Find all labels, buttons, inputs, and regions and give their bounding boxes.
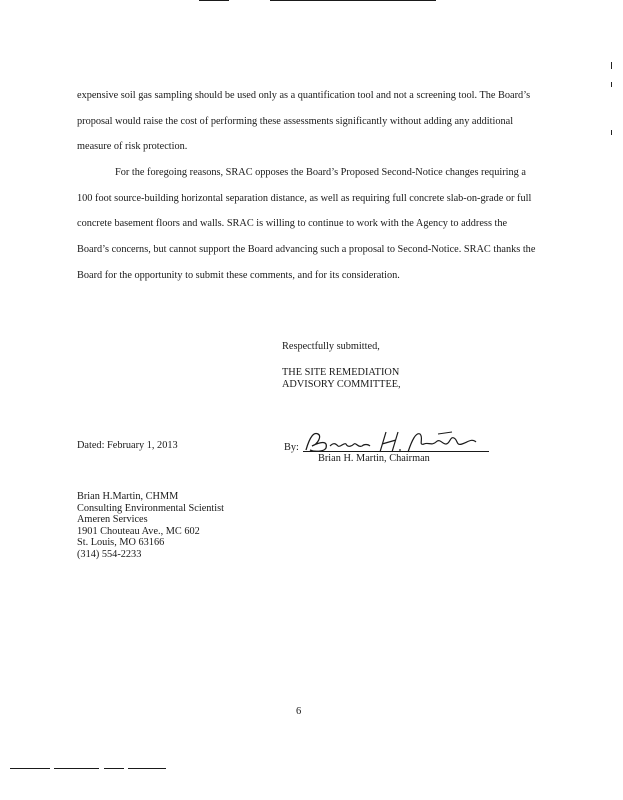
scan-artifact-bottom-4 [128, 768, 166, 769]
contact-phone: (314) 554-2233 [77, 548, 142, 560]
body-paragraph-2: For the foregoing reasons, SRAC opposes the Board’s Proposed Second-Notice changes requiring a 100 foot source-building horizontal separation distance, as well as requiring full concrete slab-on-grade or full concrete basement floors and walls. SRAC is willing to continue to work with the Agency to address the Board’s concerns, but cannot support the Board advancing such a proposal to Second-Notice. SRAC thanks the Board for the opportunity to submit these comments, and for its consideration. [77, 167, 536, 281]
scan-artifact-bottom-3 [104, 768, 124, 769]
contact-title: Consulting Environmental Scientist [77, 502, 225, 514]
page-number: 6 [296, 706, 302, 717]
signature-by-label: By: [284, 442, 299, 453]
body-paragraph-1: expensive soil gas sampling should be used only as a quantification tool and not a screening tool. The Board’s proposal would raise the cost of performing these assessments significantly without adding any additional measure of risk protection. [77, 90, 531, 153]
closing-salutation: Respectfully submitted, [282, 341, 380, 352]
signer-name-title: Brian H. Martin, Chairman [318, 453, 430, 464]
contact-name: Brian H.Martin, CHMM [77, 491, 179, 502]
scan-artifact-bottom-1 [10, 768, 50, 769]
contact-address-2: St. Louis, MO 63166 [77, 537, 165, 549]
contact-block [77, 491, 224, 561]
organization-line-2: ADVISORY COMMITTEE, [282, 379, 401, 390]
scan-artifact-right-edge-3 [611, 130, 612, 135]
signature-line [303, 451, 489, 452]
closing-block [282, 341, 401, 392]
scan-artifact-top-left [199, 0, 229, 1]
contact-address-1: 1901 Chouteau Ave., MC 602 [77, 525, 200, 537]
scan-artifact-right-edge-1 [611, 62, 612, 69]
contact-company: Ameren Services [77, 514, 148, 526]
scan-artifact-bottom-2 [54, 768, 99, 769]
scan-artifact-top-right [270, 0, 436, 1]
scan-artifact-right-edge-2 [611, 82, 612, 87]
organization-line-1: THE SITE REMEDIATION [282, 366, 400, 378]
dated-line: Dated: February 1, 2013 [77, 440, 178, 451]
